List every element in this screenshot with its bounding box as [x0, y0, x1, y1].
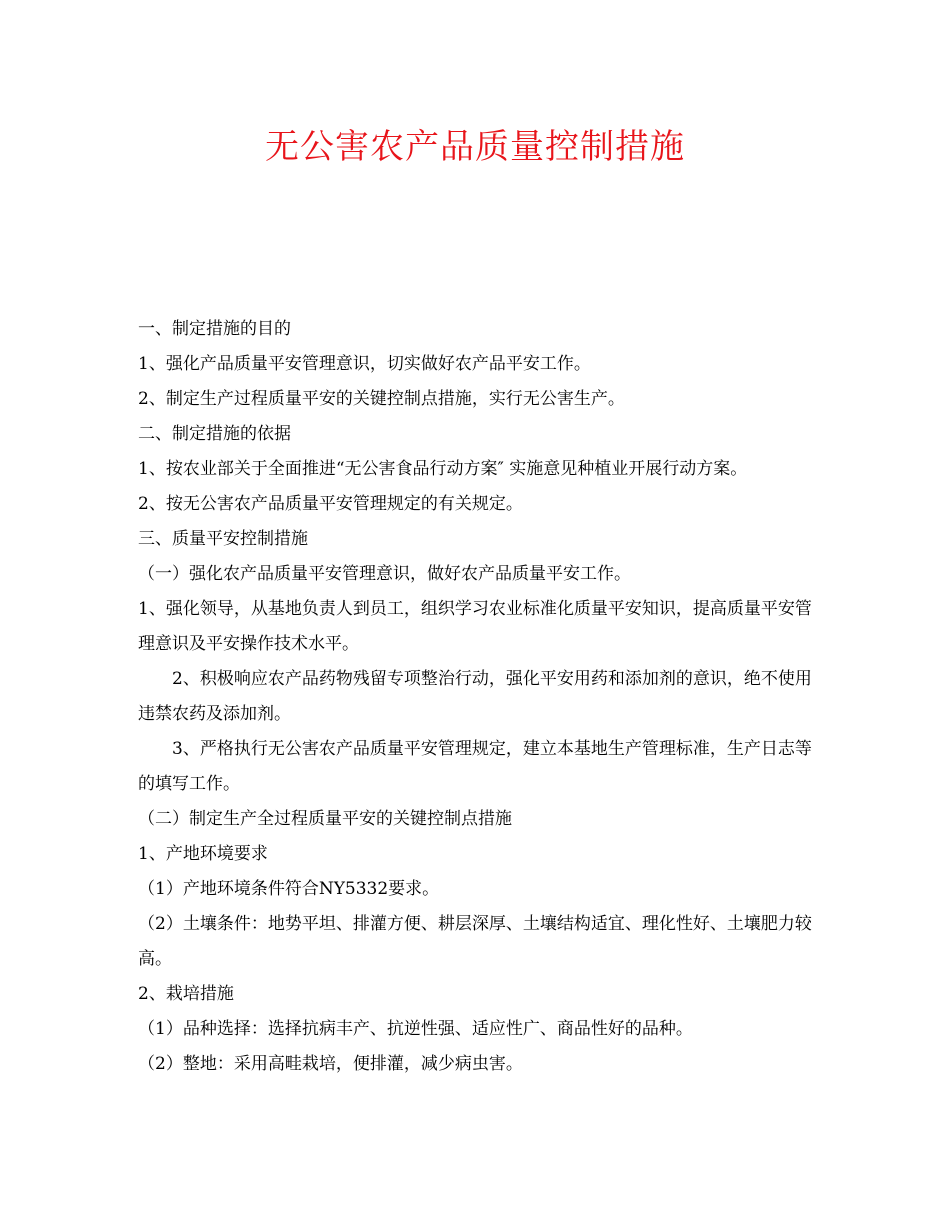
section-heading-3: 三、质量平安控制措施	[138, 529, 308, 549]
document-title: 无公害农产品质量控制措施	[265, 127, 685, 167]
item-heading-environment: 1、产地环境要求	[138, 844, 268, 864]
paragraph-1-2: 2、制定生产过程质量平安的关键控制点措施，实行无公害生产。	[138, 389, 625, 409]
paragraph-3-1-3: 3、严格执行无公害农产品质量平安管理规定，建立本基地生产管理标准，生产日志等的填写工作。	[138, 739, 812, 794]
item-environment-2: （2）土壤条件：地势平坦、排灌方便、耕层深厚、土壤结构适宜、理化性好、土壤肥力较高。	[138, 914, 812, 969]
paragraph-2-1: 1、按农业部关于全面推进“无公害食品行动方案″ 实施意见种植业开展行动方案。	[138, 459, 748, 479]
section-heading-2: 二、制定措施的依据	[138, 424, 291, 444]
item-environment-1: （1）产地环境条件符合NY5332要求。	[138, 879, 440, 899]
section-heading-1: 一、制定措施的目的	[138, 319, 291, 339]
item-cultivation-1: （1）品种选择：选择抗病丰产、抗逆性强、适应性广、商品性好的品种。	[138, 1019, 693, 1039]
subsection-heading-3-2: （二）制定生产全过程质量平安的关键控制点措施	[138, 809, 512, 829]
paragraph-1-1: 1、强化产品质量平安管理意识，切实做好农产品平安工作。	[138, 354, 591, 374]
subsection-heading-3-1: （一）强化农产品质量平安管理意识，做好农产品质量平安工作。	[138, 564, 631, 584]
paragraph-3-1-2: 2、积极响应农产品药物残留专项整治行动，强化平安用药和添加剂的意识，绝不使用违禁农药及添加剂。	[138, 669, 812, 724]
item-heading-cultivation: 2、栽培措施	[138, 984, 234, 1004]
item-cultivation-2: （2）整地：采用高畦栽培，便排灌，减少病虫害。	[138, 1054, 523, 1074]
paragraph-3-1-1: 1、强化领导，从基地负责人到员工，组织学习农业标准化质量平安知识，提高质量平安管理意识及平安操作技术水平。	[138, 599, 812, 654]
document-body	[138, 312, 818, 1082]
paragraph-2-2: 2、按无公害农产品质量平安管理规定的有关规定。	[138, 494, 523, 514]
